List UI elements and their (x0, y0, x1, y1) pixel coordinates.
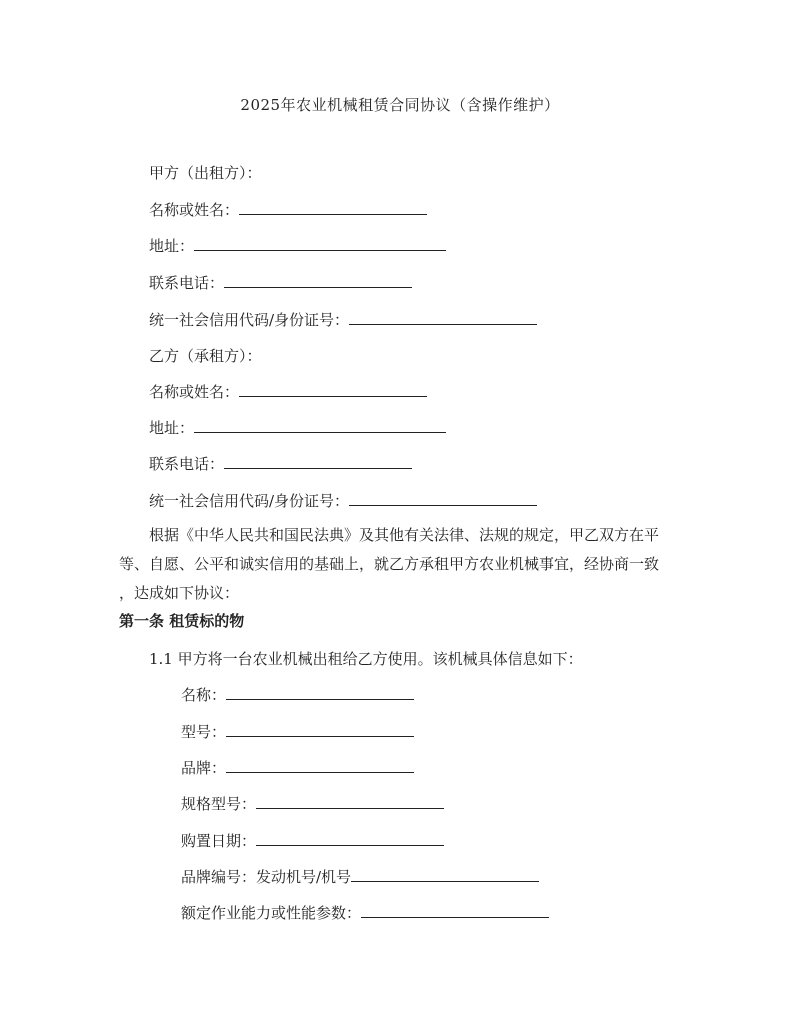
party-b-name-label: 名称或姓名： (149, 383, 240, 401)
machine-name-field[interactable] (226, 684, 414, 700)
machine-purchase-date-field[interactable] (256, 830, 444, 846)
machine-spec-label: 规格型号： (181, 795, 257, 813)
machine-name-row (181, 684, 414, 706)
party-b-phone-field[interactable] (224, 453, 412, 469)
machine-name-label: 名称： (181, 686, 227, 704)
machine-serial-field[interactable] (351, 866, 539, 882)
party-a-address-label: 地址： (149, 237, 195, 255)
party-a-address-field[interactable] (194, 235, 446, 251)
party-a-phone-label: 联系电话： (149, 274, 225, 292)
machine-spec-field[interactable] (256, 793, 444, 809)
party-b-heading-text: 乙方（承租方）： (149, 347, 262, 365)
party-b-heading (149, 345, 262, 367)
party-b-address-row (149, 417, 446, 439)
party-a-id-label: 统一社会信用代码/身份证号： (149, 311, 350, 329)
machine-serial-label: 品牌编号：发动机号/机号 (181, 868, 352, 886)
party-b-id-field[interactable] (349, 490, 537, 506)
party-b-name-field[interactable] (239, 381, 427, 397)
machine-model-label: 型号： (181, 723, 227, 741)
machine-capacity-field[interactable] (361, 902, 549, 918)
machine-capacity-row (181, 902, 549, 924)
preamble-line-1: 根据《中华人民共和国民法典》及其他有关法律、法规的规定，甲乙双方在平 (149, 526, 660, 544)
party-a-name-row (149, 199, 427, 221)
party-b-name-row (149, 381, 427, 403)
party-b-address-field[interactable] (194, 417, 446, 433)
party-a-heading (149, 162, 262, 184)
machine-spec-row (181, 793, 444, 815)
machine-model-row (181, 721, 414, 743)
party-b-id-label: 统一社会信用代码/身份证号： (149, 492, 350, 510)
clause-1-1 (149, 648, 583, 670)
machine-purchase-date-row (181, 830, 444, 852)
party-a-name-label: 名称或姓名： (149, 201, 240, 219)
machine-brand-row (181, 757, 414, 779)
party-a-id-row (149, 309, 537, 331)
machine-brand-field[interactable] (226, 757, 414, 773)
clause-1-1-text: 1.1 甲方将一台农业机械出租给乙方使用。该机械具体信息如下： (149, 650, 583, 668)
party-a-phone-row (149, 272, 412, 294)
document-title: 2025年农业机械租赁合同协议（含操作维护） (240, 96, 560, 114)
party-a-id-field[interactable] (349, 309, 537, 325)
party-a-name-field[interactable] (239, 199, 427, 215)
machine-serial-row (181, 866, 539, 888)
party-b-phone-row (149, 453, 412, 475)
preamble-line-3: ，达成如下协议： (119, 584, 240, 602)
article-1-heading: 第一条 租赁标的物 (119, 612, 245, 630)
machine-capacity-label: 额定作业能力或性能参数： (181, 904, 362, 922)
machine-purchase-date-label: 购置日期： (181, 832, 257, 850)
party-a-phone-field[interactable] (224, 272, 412, 288)
machine-model-field[interactable] (226, 721, 414, 737)
preamble-paragraph (119, 521, 689, 608)
party-a-address-row (149, 235, 446, 257)
party-b-phone-label: 联系电话： (149, 455, 225, 473)
preamble-line-2: 等、自愿、公平和诚实信用的基础上，就乙方承租甲方农业机械事宜，经协商一致 (119, 555, 660, 573)
party-a-heading-text: 甲方（出租方）： (149, 164, 262, 182)
party-b-id-row (149, 490, 537, 512)
party-b-address-label: 地址： (149, 419, 195, 437)
machine-brand-label: 品牌： (181, 759, 227, 777)
